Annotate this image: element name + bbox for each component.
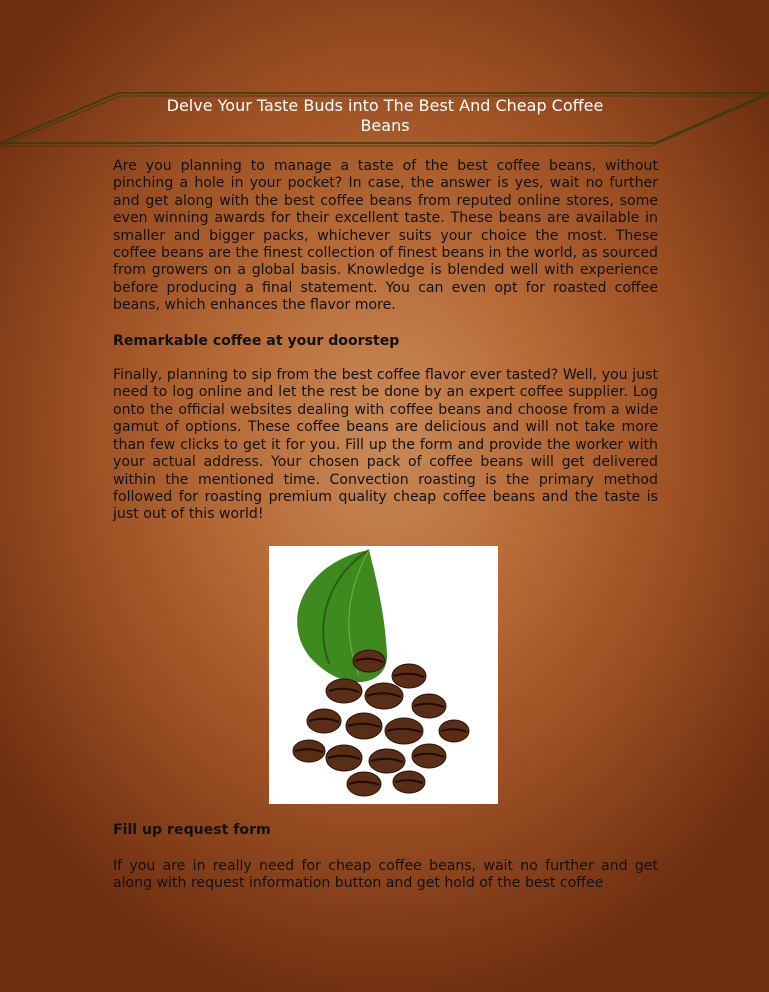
article-body [113, 158, 658, 524]
request-heading: Fill up request form [113, 822, 271, 838]
page-title: Delve Your Taste Buds into The Best And Cheap Coffee Beans [166, 96, 604, 135]
doorstep-heading: Remarkable coffee at your doorstep [113, 332, 400, 349]
title-banner [0, 0, 769, 160]
request-paragraph: If you are in really need for cheap coffee beans, wait no further and get along with request information button and get hold of the best coffee [113, 858, 658, 892]
coffee-beans-image [269, 546, 498, 804]
coffee-beans-with-leaf-icon [269, 546, 498, 804]
doorstep-paragraph: Finally, planning to sip from the best coffee flavor ever tasted? Well, you just need to log online and let the rest be done by an expert coffee supplier. Log onto the official websites dealing with coffee beans and choose from a wide gamut of options. These coffee beans are delicious and will not take more than few clicks to get it for you. Fill up the form and provide the worker with your actual address. Your chosen pack of coffee beans will get delivered within the mentioned time. Convection roasting is the primary method followed for roasting premium quality cheap coffee beans and the taste is just out of this world! [113, 367, 658, 523]
intro-paragraph: Are you planning to manage a taste of the best coffee beans, without pinching a hole in your pocket? In case, the answer is yes, wait no further and get along with the best coffee beans from reputed online stores, some even winning awards for their excellent taste. These beans are available in smaller and bigger packs, whichever suits your choice the most. These coffee beans are the finest collection of finest beans in the world, as sourced from growers on a global basis. Knowledge is blended well with experience before producing a final statement. You can even opt for roasted coffee beans, which enhances the flavor more. [113, 158, 658, 314]
